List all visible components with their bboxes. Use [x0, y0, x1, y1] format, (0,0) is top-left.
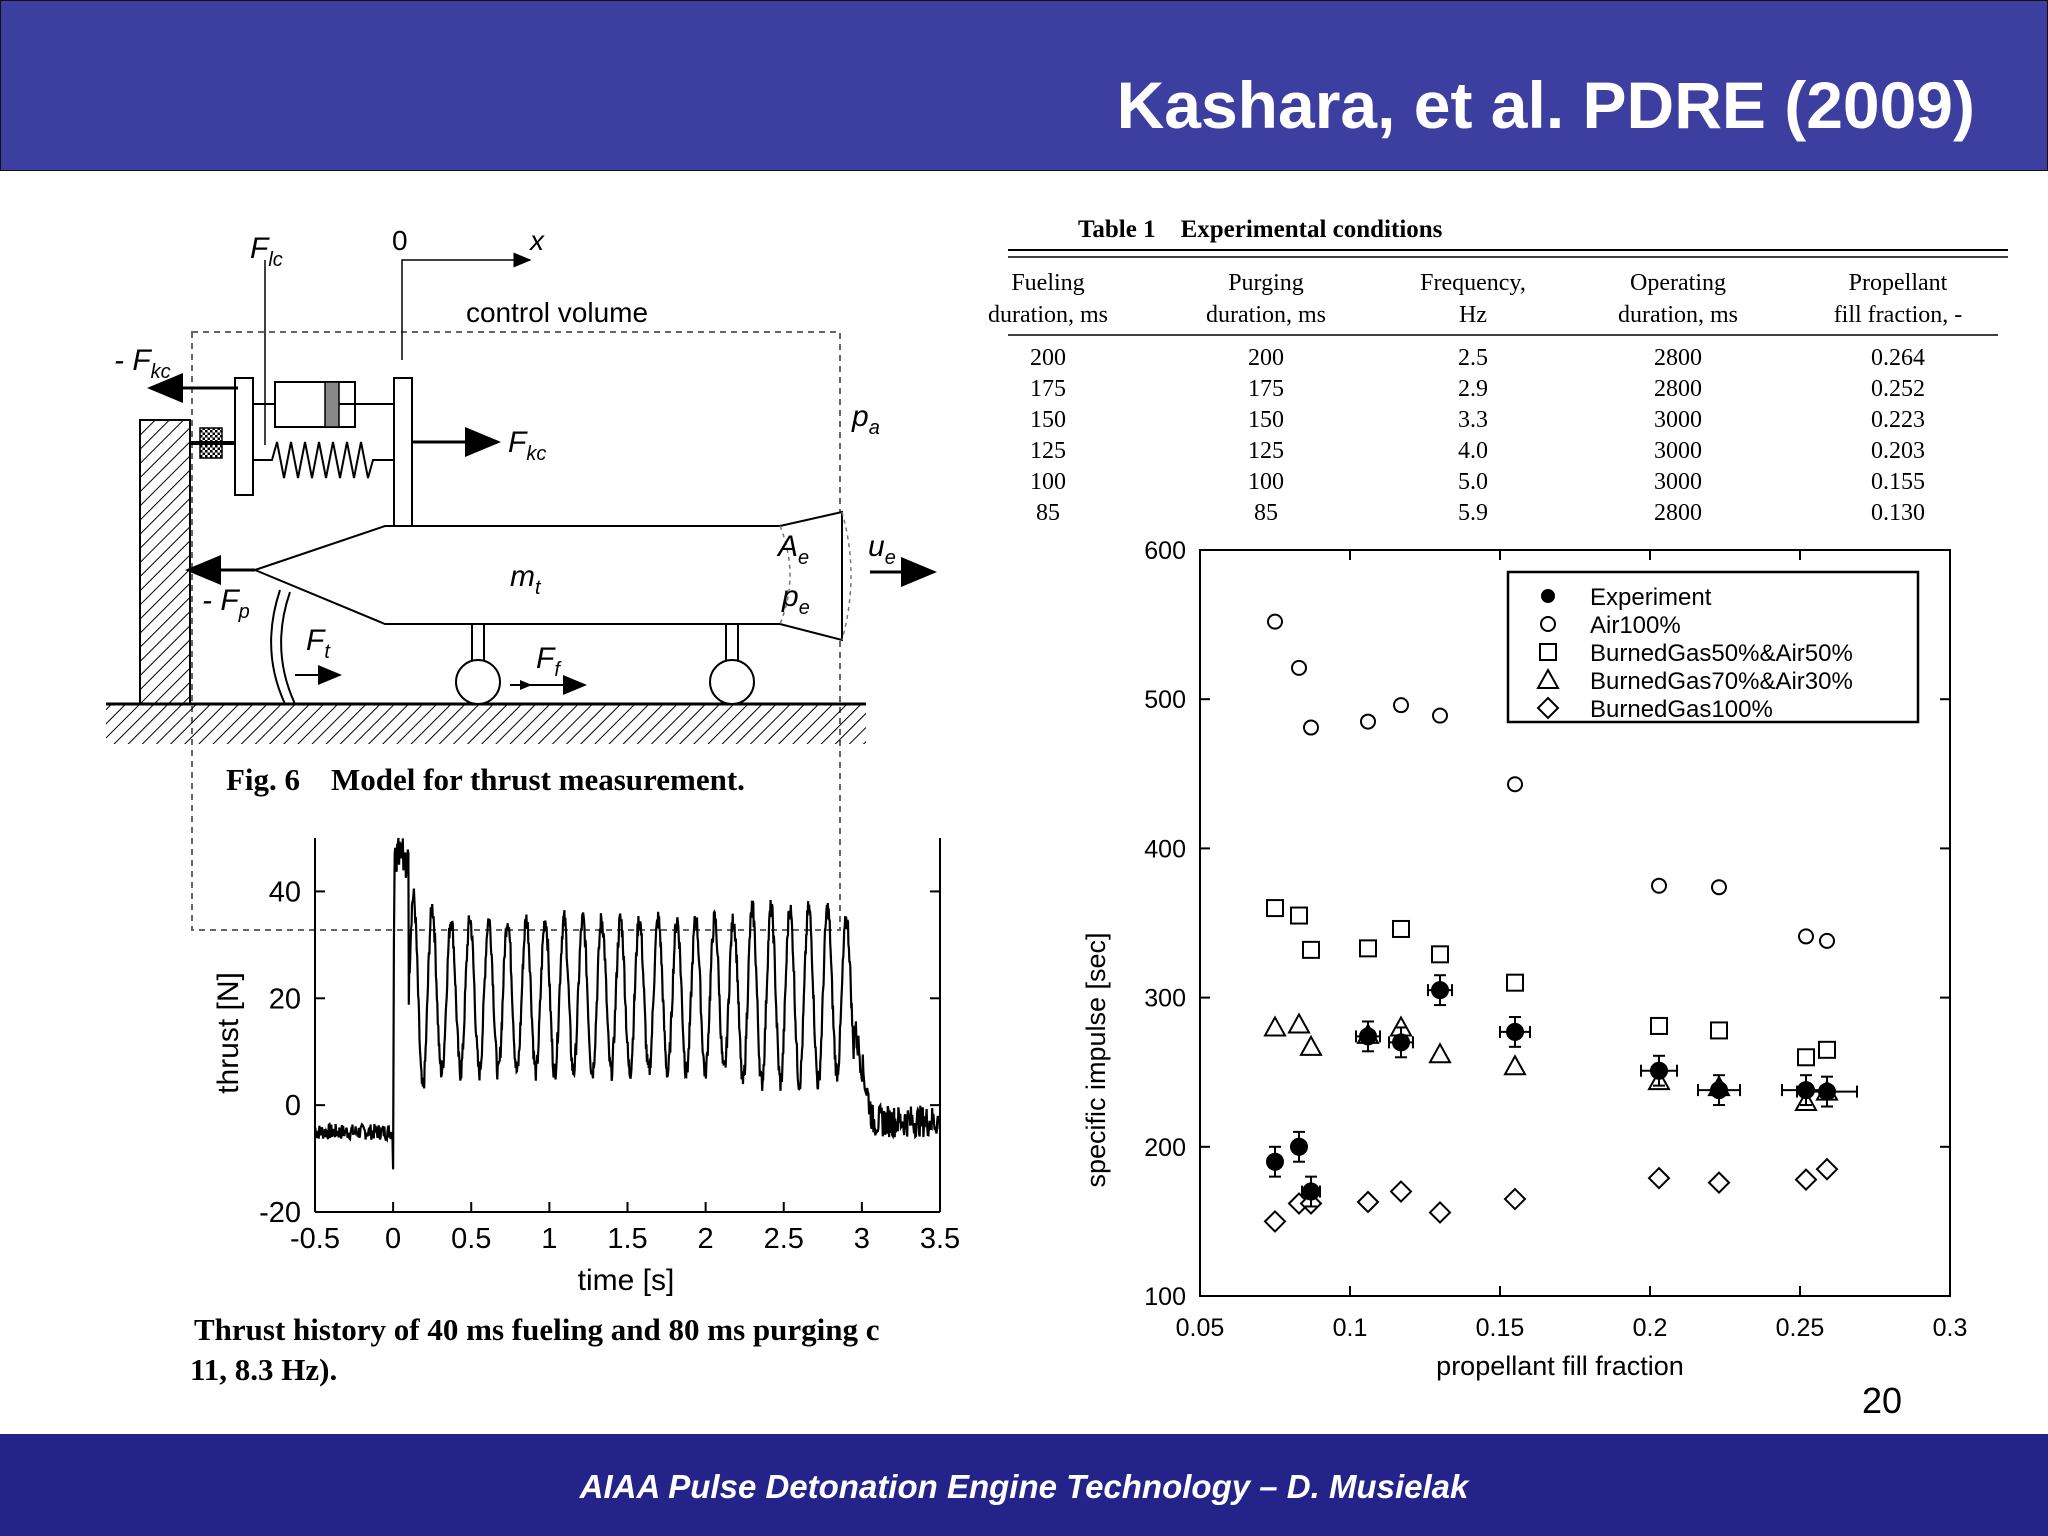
isp-point-burnedgas100: [1709, 1173, 1729, 1193]
table-cell: 3.3: [1458, 407, 1488, 433]
thrust-y-tick-label: 0: [284, 1090, 301, 1123]
table-header-2: duration, ms: [1206, 302, 1326, 328]
table-header-2: Purging: [1228, 270, 1304, 296]
isp-point-burnedgas70-air30: [1430, 1044, 1450, 1062]
isp-x-tick-label: 0.1: [1332, 1314, 1368, 1342]
thrust-x-label: time [s]: [577, 1264, 675, 1297]
isp-point-burnedgas100: [1265, 1211, 1285, 1231]
isp-x-tick-label: 0.3: [1932, 1314, 1968, 1342]
slide-footer: [0, 1434, 2048, 1536]
isp-point-air100: [1268, 615, 1282, 629]
label-mt: $m_t$: [510, 560, 541, 599]
isp-point-burnedgas100: [1649, 1168, 1669, 1188]
table-cell: 100: [1248, 469, 1284, 495]
isp-point-burnedgas50-air50: [1432, 946, 1448, 962]
isp-point-burnedgas50-air50: [1819, 1042, 1835, 1058]
legend-marker-air100: [1541, 617, 1555, 631]
isp-y-tick-label: 300: [1144, 984, 1186, 1013]
isp-point-burnedgas70-air30: [1505, 1056, 1525, 1074]
label-flc: $F_{lc}$: [250, 232, 283, 271]
table-cell: 2.9: [1458, 376, 1488, 402]
isp-point-air100: [1799, 929, 1813, 943]
label-fkc: $F_{kc}$: [508, 426, 547, 465]
thrust-series-line: [315, 838, 940, 1169]
isp-point-burnedgas50-air50: [1291, 908, 1307, 924]
isp-x-tick-label: 0.05: [1175, 1314, 1225, 1342]
isp-point-air100: [1652, 879, 1666, 893]
engine-body: [255, 512, 842, 640]
thrust-x-tick-label: 0.5: [451, 1223, 492, 1255]
isp-point-burnedgas50-air50: [1507, 975, 1523, 991]
table-cell: 0.203: [1871, 438, 1925, 464]
thrust-y-tick-label: -20: [259, 1197, 301, 1229]
isp-y-tick-label: 100: [1144, 1283, 1186, 1311]
page-number: 20: [1862, 1380, 1903, 1421]
isp-point-burnedgas100: [1391, 1182, 1411, 1202]
isp-point-burnedgas50-air50: [1393, 921, 1409, 937]
thrust-caption-line2: 11, 8.3 Hz).: [190, 1352, 338, 1387]
isp-point-experiment: [1267, 1154, 1283, 1170]
label-ff: $F_f$: [536, 642, 560, 681]
isp-point-burnedgas70-air30: [1301, 1037, 1321, 1055]
ground: [106, 704, 866, 744]
table-cell: 2.5: [1458, 345, 1488, 371]
label-neg-fp: - $F_p$: [202, 584, 250, 623]
table-cell: 0.264: [1871, 345, 1925, 371]
isp-x-label: propellant fill fraction: [1436, 1351, 1684, 1381]
wheel-right: [710, 660, 754, 704]
isp-point-burnedgas100: [1505, 1189, 1525, 1209]
table-title: Table 1 Experimental conditions: [1078, 216, 1443, 243]
table-cell: 125: [1248, 438, 1284, 464]
isp-point-burnedgas70-air30: [1265, 1017, 1285, 1035]
table-cell: 85: [1254, 500, 1278, 526]
isp-point-experiment: [1798, 1082, 1814, 1098]
isp-point-air100: [1361, 715, 1375, 729]
footer-text: AIAA Pulse Detonation Engine Technology – D. Musielak: [579, 1468, 1469, 1505]
isp-point-burnedgas100: [1430, 1202, 1450, 1222]
table-header-4: duration, ms: [1618, 302, 1738, 328]
label-origin: 0: [392, 225, 408, 256]
isp-point-air100: [1712, 880, 1726, 894]
table-cell: 3000: [1654, 469, 1702, 495]
table-cell: 5.9: [1458, 500, 1488, 526]
slide-header: [0, 0, 2048, 171]
legend-label: BurnedGas70%&Air30%: [1590, 668, 1853, 695]
thrust-x-tick-label: 3: [853, 1223, 870, 1255]
legend-marker-experiment: [1541, 589, 1555, 603]
label-neg-fkc: - $F_{kc}$: [114, 344, 171, 383]
thrust-y-label: thrust [N]: [212, 972, 245, 1094]
table-cell: 150: [1248, 407, 1284, 433]
thrust-x-tick-label: 1.5: [607, 1223, 648, 1255]
label-ue: $u_e$: [868, 530, 896, 569]
thrust-x-tick-label: 2: [697, 1223, 714, 1255]
table-header-5: fill fraction, -: [1833, 302, 1963, 328]
wheel-left: [456, 660, 500, 704]
legend-label: Experiment: [1590, 584, 1712, 611]
isp-point-experiment: [1393, 1034, 1409, 1050]
isp-point-burnedgas50-air50: [1711, 1022, 1727, 1038]
table-cell: 5.0: [1458, 469, 1488, 495]
table-cell: 3000: [1654, 438, 1702, 464]
table-cell: 0.130: [1871, 500, 1925, 526]
isp-x-tick-label: 0.2: [1632, 1314, 1668, 1342]
label-ae: $A_e$: [778, 530, 810, 569]
isp-y-tick-label: 400: [1144, 835, 1186, 864]
thrust-model-diagram: [100, 220, 900, 760]
table-cell: 125: [1030, 438, 1066, 464]
experimental-conditions-table: [988, 210, 2008, 526]
isp-y-tick-label: 600: [1144, 537, 1186, 565]
wall: [140, 420, 190, 704]
isp-point-air100: [1820, 934, 1834, 948]
table-header-5: Propellant: [1848, 270, 1948, 296]
isp-point-burnedgas100: [1796, 1170, 1816, 1190]
isp-point-experiment: [1651, 1063, 1667, 1079]
slide-title: Kashara, et al. PDRE (2009): [1116, 68, 1975, 142]
legend-label: BurnedGas100%: [1590, 696, 1773, 723]
label-pe: $p_e$: [782, 580, 810, 619]
legend-marker-burnedgas50-air50: [1540, 644, 1556, 660]
table-cell: 0.252: [1871, 376, 1925, 402]
table-cell: 2800: [1654, 376, 1702, 402]
label-pa: $p_a$: [852, 400, 880, 439]
table-cell: 2800: [1654, 345, 1702, 371]
thrust-x-tick-label: 1: [541, 1223, 558, 1255]
isp-point-experiment: [1819, 1084, 1835, 1100]
thrust-caption-line1: Thrust history of 40 ms fueling and 80 ms purging c: [194, 1312, 880, 1347]
table-cell: 175: [1030, 376, 1066, 402]
isp-point-experiment: [1303, 1184, 1319, 1200]
table-cell: 0.155: [1871, 469, 1925, 495]
label-control-volume: control volume: [465, 297, 649, 328]
legend-label: Air100%: [1590, 612, 1681, 639]
table-cell: 175: [1248, 376, 1284, 402]
isp-point-air100: [1304, 721, 1318, 735]
isp-y-label: specific impulse [sec]: [1081, 932, 1111, 1188]
label-x: x: [530, 225, 544, 256]
isp-y-tick-label: 500: [1144, 686, 1186, 715]
thrust-y-tick-label: 40: [268, 876, 301, 909]
isp-point-experiment: [1711, 1082, 1727, 1098]
table-cell: 4.0: [1458, 438, 1488, 464]
isp-point-burnedgas50-air50: [1360, 940, 1376, 956]
isp-point-air100: [1508, 777, 1522, 791]
isp-point-experiment: [1360, 1028, 1376, 1044]
isp-point-burnedgas50-air50: [1267, 900, 1283, 916]
isp-point-experiment: [1432, 982, 1448, 998]
table-cell: 200: [1248, 345, 1284, 371]
isp-x-tick-label: 0.15: [1475, 1314, 1525, 1342]
table-cell: 150: [1030, 407, 1066, 433]
specific-impulse-chart: [1070, 520, 2040, 1390]
thrust-y-tick-label: 20: [268, 983, 301, 1016]
label-ft: $F_t$: [306, 624, 330, 663]
table-header-1: duration, ms: [988, 302, 1108, 328]
thrust-x-tick-label: 3.5: [919, 1223, 961, 1255]
table-header-3: Hz: [1459, 302, 1487, 328]
table-cell: 0.223: [1871, 407, 1925, 433]
isp-point-air100: [1292, 661, 1306, 675]
isp-point-burnedgas100: [1817, 1159, 1837, 1179]
table-header-4: Operating: [1630, 270, 1726, 296]
isp-point-burnedgas50-air50: [1651, 1018, 1667, 1034]
spring: [253, 442, 394, 478]
table-cell: 3000: [1654, 407, 1702, 433]
isp-point-burnedgas70-air30: [1289, 1014, 1309, 1032]
thrust-x-tick-label: 2.5: [763, 1223, 804, 1255]
table-header-3: Frequency,: [1420, 270, 1526, 296]
legend-label: BurnedGas50%&Air50%: [1590, 640, 1853, 667]
isp-point-burnedgas100: [1358, 1192, 1378, 1212]
table-cell: 100: [1030, 469, 1066, 495]
isp-point-experiment: [1507, 1024, 1523, 1040]
isp-point-air100: [1433, 709, 1447, 723]
thrust-x-tick-label: -0.5: [290, 1223, 340, 1255]
isp-point-air100: [1394, 698, 1408, 712]
isp-point-burnedgas50-air50: [1303, 942, 1319, 958]
isp-point-burnedgas50-air50: [1798, 1049, 1814, 1065]
isp-y-tick-label: 200: [1144, 1133, 1186, 1162]
isp-x-tick-label: 0.25: [1775, 1314, 1825, 1342]
table-cell: 200: [1030, 345, 1066, 371]
thrust-history-chart: [190, 820, 990, 1300]
table-cell: 85: [1036, 500, 1060, 526]
table-header-1: Fueling: [1011, 270, 1085, 296]
thrust-x-tick-label: 0: [385, 1223, 402, 1255]
table-cell: 2800: [1654, 500, 1702, 526]
model-figure-caption: Fig. 6 Model for thrust measurement.: [226, 762, 745, 797]
isp-point-experiment: [1291, 1139, 1307, 1155]
